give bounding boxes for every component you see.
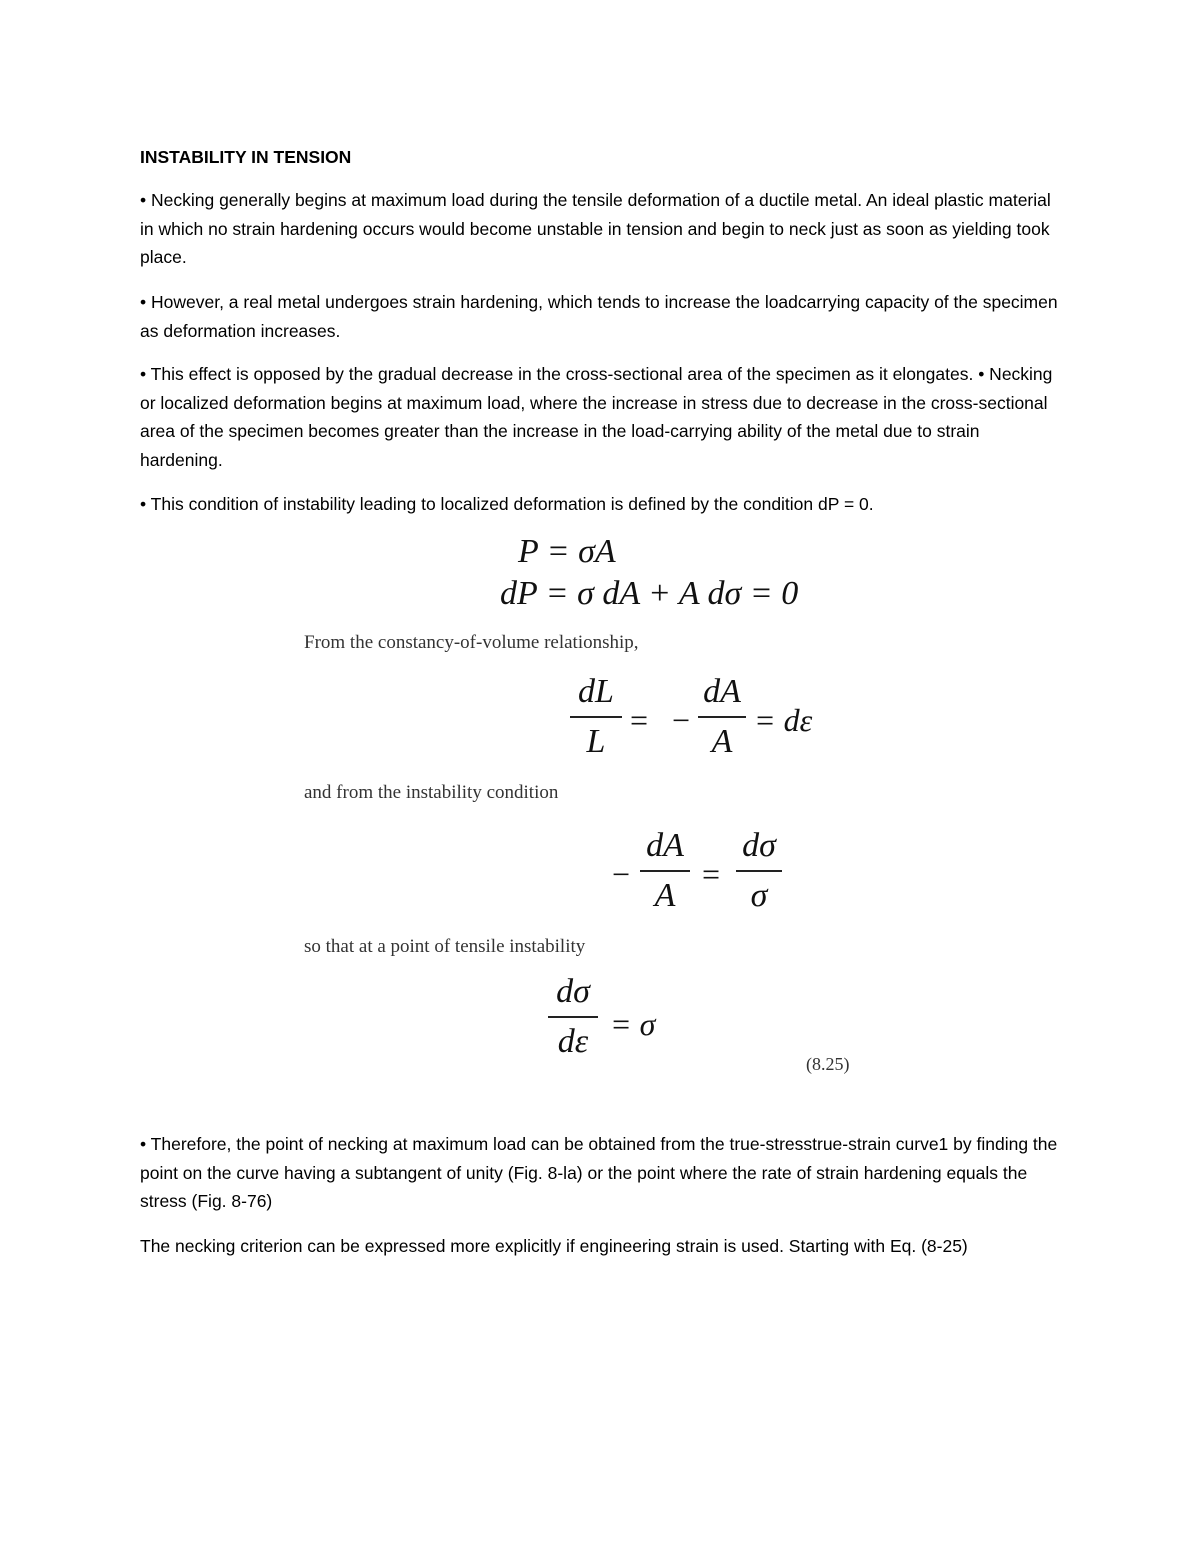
- denominator: dε: [557, 1023, 589, 1060]
- numerator: dσ: [556, 973, 590, 1010]
- equals-d-epsilon: = dε: [754, 702, 813, 738]
- caption-tensile-instability: so that at a point of tensile instability: [304, 936, 586, 957]
- paragraph-instability-condition: [140, 490, 1060, 519]
- equals-sign: =: [630, 702, 649, 738]
- caption-instability-condition: and from the instability condition: [304, 782, 559, 803]
- equation-number: (8.25): [806, 1054, 850, 1074]
- denominator: A: [654, 877, 676, 914]
- denominator: σ: [750, 877, 768, 914]
- section-heading: INSTABILITY IN TENSION: [140, 147, 352, 167]
- numerator: dσ: [742, 827, 776, 864]
- numerator: dA: [646, 827, 684, 864]
- fraction-dl-over-l: [570, 672, 622, 762]
- fraction-bar: [570, 716, 622, 718]
- minus-sign: −: [672, 702, 691, 738]
- fraction-da-over-a: [698, 672, 746, 762]
- paragraph-text: • However, a real metal undergoes strain hardening, which tends to increase the loadcarrying capacity of the specimen as deformation increases.: [140, 292, 1058, 341]
- paragraph-strain-hardening: [140, 288, 1060, 345]
- denominator: A: [711, 723, 733, 760]
- fraction-bar: [698, 716, 746, 718]
- fraction-da-over-a: [640, 826, 690, 916]
- equals-sigma: = σ: [610, 1006, 656, 1042]
- fraction-bar: [548, 1016, 598, 1018]
- denominator: L: [586, 723, 606, 760]
- paragraph-text: The necking criterion can be expressed more explicitly if engineering strain is used. Starting with Eq. (8-25): [140, 1236, 968, 1256]
- caption-constancy-volume: From the constancy-of-volume relationship,: [304, 632, 639, 653]
- paragraph-text: • This effect is opposed by the gradual decrease in the cross-sectional area of the specimen as it elongates. • Necking or localized deformation begins at maximum load, where the increase in stress due to decrease in the cross-sectional area of the specimen becomes greater than the increase in the load-carrying ability of the metal due to strain hardening.: [140, 364, 1053, 470]
- paragraph-text: • This condition of instability leading to localized deformation is defined by the condition dP = 0.: [140, 494, 874, 514]
- paragraph-text: • Necking generally begins at maximum load during the tensile deformation of a ductile metal. An ideal plastic material in which no strain hardening occurs would become unstable in tension and begin to neck just as soon as yielding took place.: [140, 190, 1051, 267]
- fraction-bar: [640, 870, 690, 872]
- numerator: dL: [578, 673, 614, 710]
- equation-p-sigma-a: P = σA: [518, 533, 616, 570]
- paragraph-necking-criterion: [140, 1232, 1060, 1261]
- equation-dp: dP = σ dA + A dσ = 0: [500, 575, 799, 612]
- paragraph-necking-point: [140, 1130, 1060, 1216]
- paragraph-necking: [140, 186, 1060, 272]
- equals-sign: =: [702, 856, 721, 892]
- paragraph-area-decrease: [140, 360, 1060, 474]
- fraction-bar: [736, 870, 782, 872]
- minus-sign: −: [612, 856, 631, 892]
- numerator: dA: [703, 673, 741, 710]
- paragraph-text: • Therefore, the point of necking at maximum load can be obtained from the true-stresstrue-strain curve1 by finding the point on the curve having a subtangent of unity (Fig. 8-la) or the point where the rate of strain hardening equals the stress (Fig. 8-76): [140, 1134, 1058, 1211]
- fraction-dsigma-over-sigma: [736, 826, 782, 916]
- fraction-dsigma-over-depsilon: [548, 972, 598, 1062]
